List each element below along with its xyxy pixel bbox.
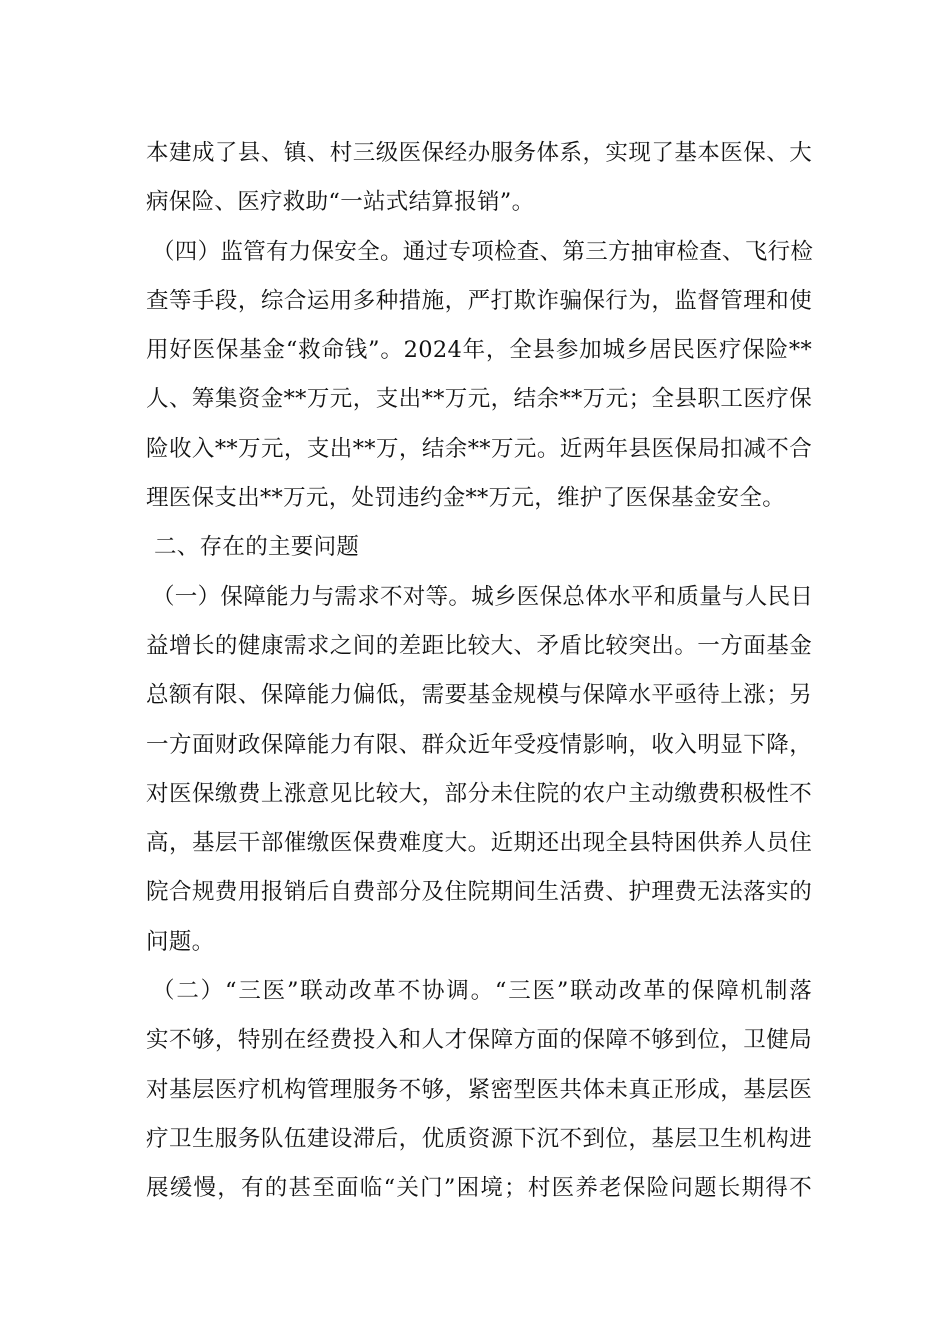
text-line: 展缓慢，有的甚至面临“关门”困境；村医养老保险问题长期得不 [146, 1175, 812, 1202]
text-line: （一）保障能力与需求不对等。城乡医保总体水平和质量与人民日 [152, 583, 814, 610]
text-line: 高，基层干部催缴医保费难度大。近期还出现全县特困供养人员住 [146, 830, 812, 857]
text-line: （四）监管有力保安全。通过专项检查、第三方抽审检查、飞行检 [152, 238, 814, 265]
text-line: 疗卫生服务队伍建设滞后，优质资源下沉不到位，基层卫生机构进 [146, 1125, 812, 1152]
text-line: 查等手段，综合运用多种措施，严打欺诈骗保行为，监督管理和使 [146, 287, 812, 314]
text-line: 问题。 [146, 928, 215, 955]
text-line: 院合规费用报销后自费部分及住院期间生活费、护理费无法落实的 [146, 879, 812, 906]
text-line: 实不够，特别在经费投入和人才保障方面的保障不够到位，卫健局 [146, 1027, 812, 1054]
section-heading: 二、存在的主要问题 [154, 534, 360, 561]
text-line: 一方面财政保障能力有限、群众近年受疫情影响，收入明显下降， [146, 731, 812, 758]
text-line: 对医保缴费上涨意见比较大，部分未住院的农户主动缴费积极性不 [146, 780, 812, 807]
text-line: （二）“三医”联动改革不协调。“三医”联动改革的保障机制落 [152, 978, 812, 1005]
text-line: 险收入**万元，支出**万，结余**万元。近两年县医保局扣减不合 [146, 435, 812, 462]
text-line: 益增长的健康需求之间的差距比较大、矛盾比较突出。一方面基金 [146, 632, 812, 659]
text-line: 病保险、医疗救助“一站式结算报销”。 [146, 189, 535, 216]
text-line: 理医保支出**万元，处罚违约金**万元，维护了医保基金安全。 [146, 485, 786, 512]
text-line: 用好医保基金“救命钱”。2024年，全县参加城乡居民医疗保险** [146, 337, 812, 364]
text-line: 人、筹集资金**万元，支出**万元，结余**万元；全县职工医疗保 [146, 386, 812, 413]
text-line: 总额有限、保障能力偏低，需要基金规模与保障水平亟待上涨；另 [146, 682, 812, 709]
text-line: 对基层医疗机构管理服务不够，紧密型医共体未真正形成，基层医 [146, 1076, 812, 1103]
text-line: 本建成了县、镇、村三级医保经办服务体系，实现了基本医保、大 [146, 140, 812, 166]
document-body [146, 129, 812, 1214]
